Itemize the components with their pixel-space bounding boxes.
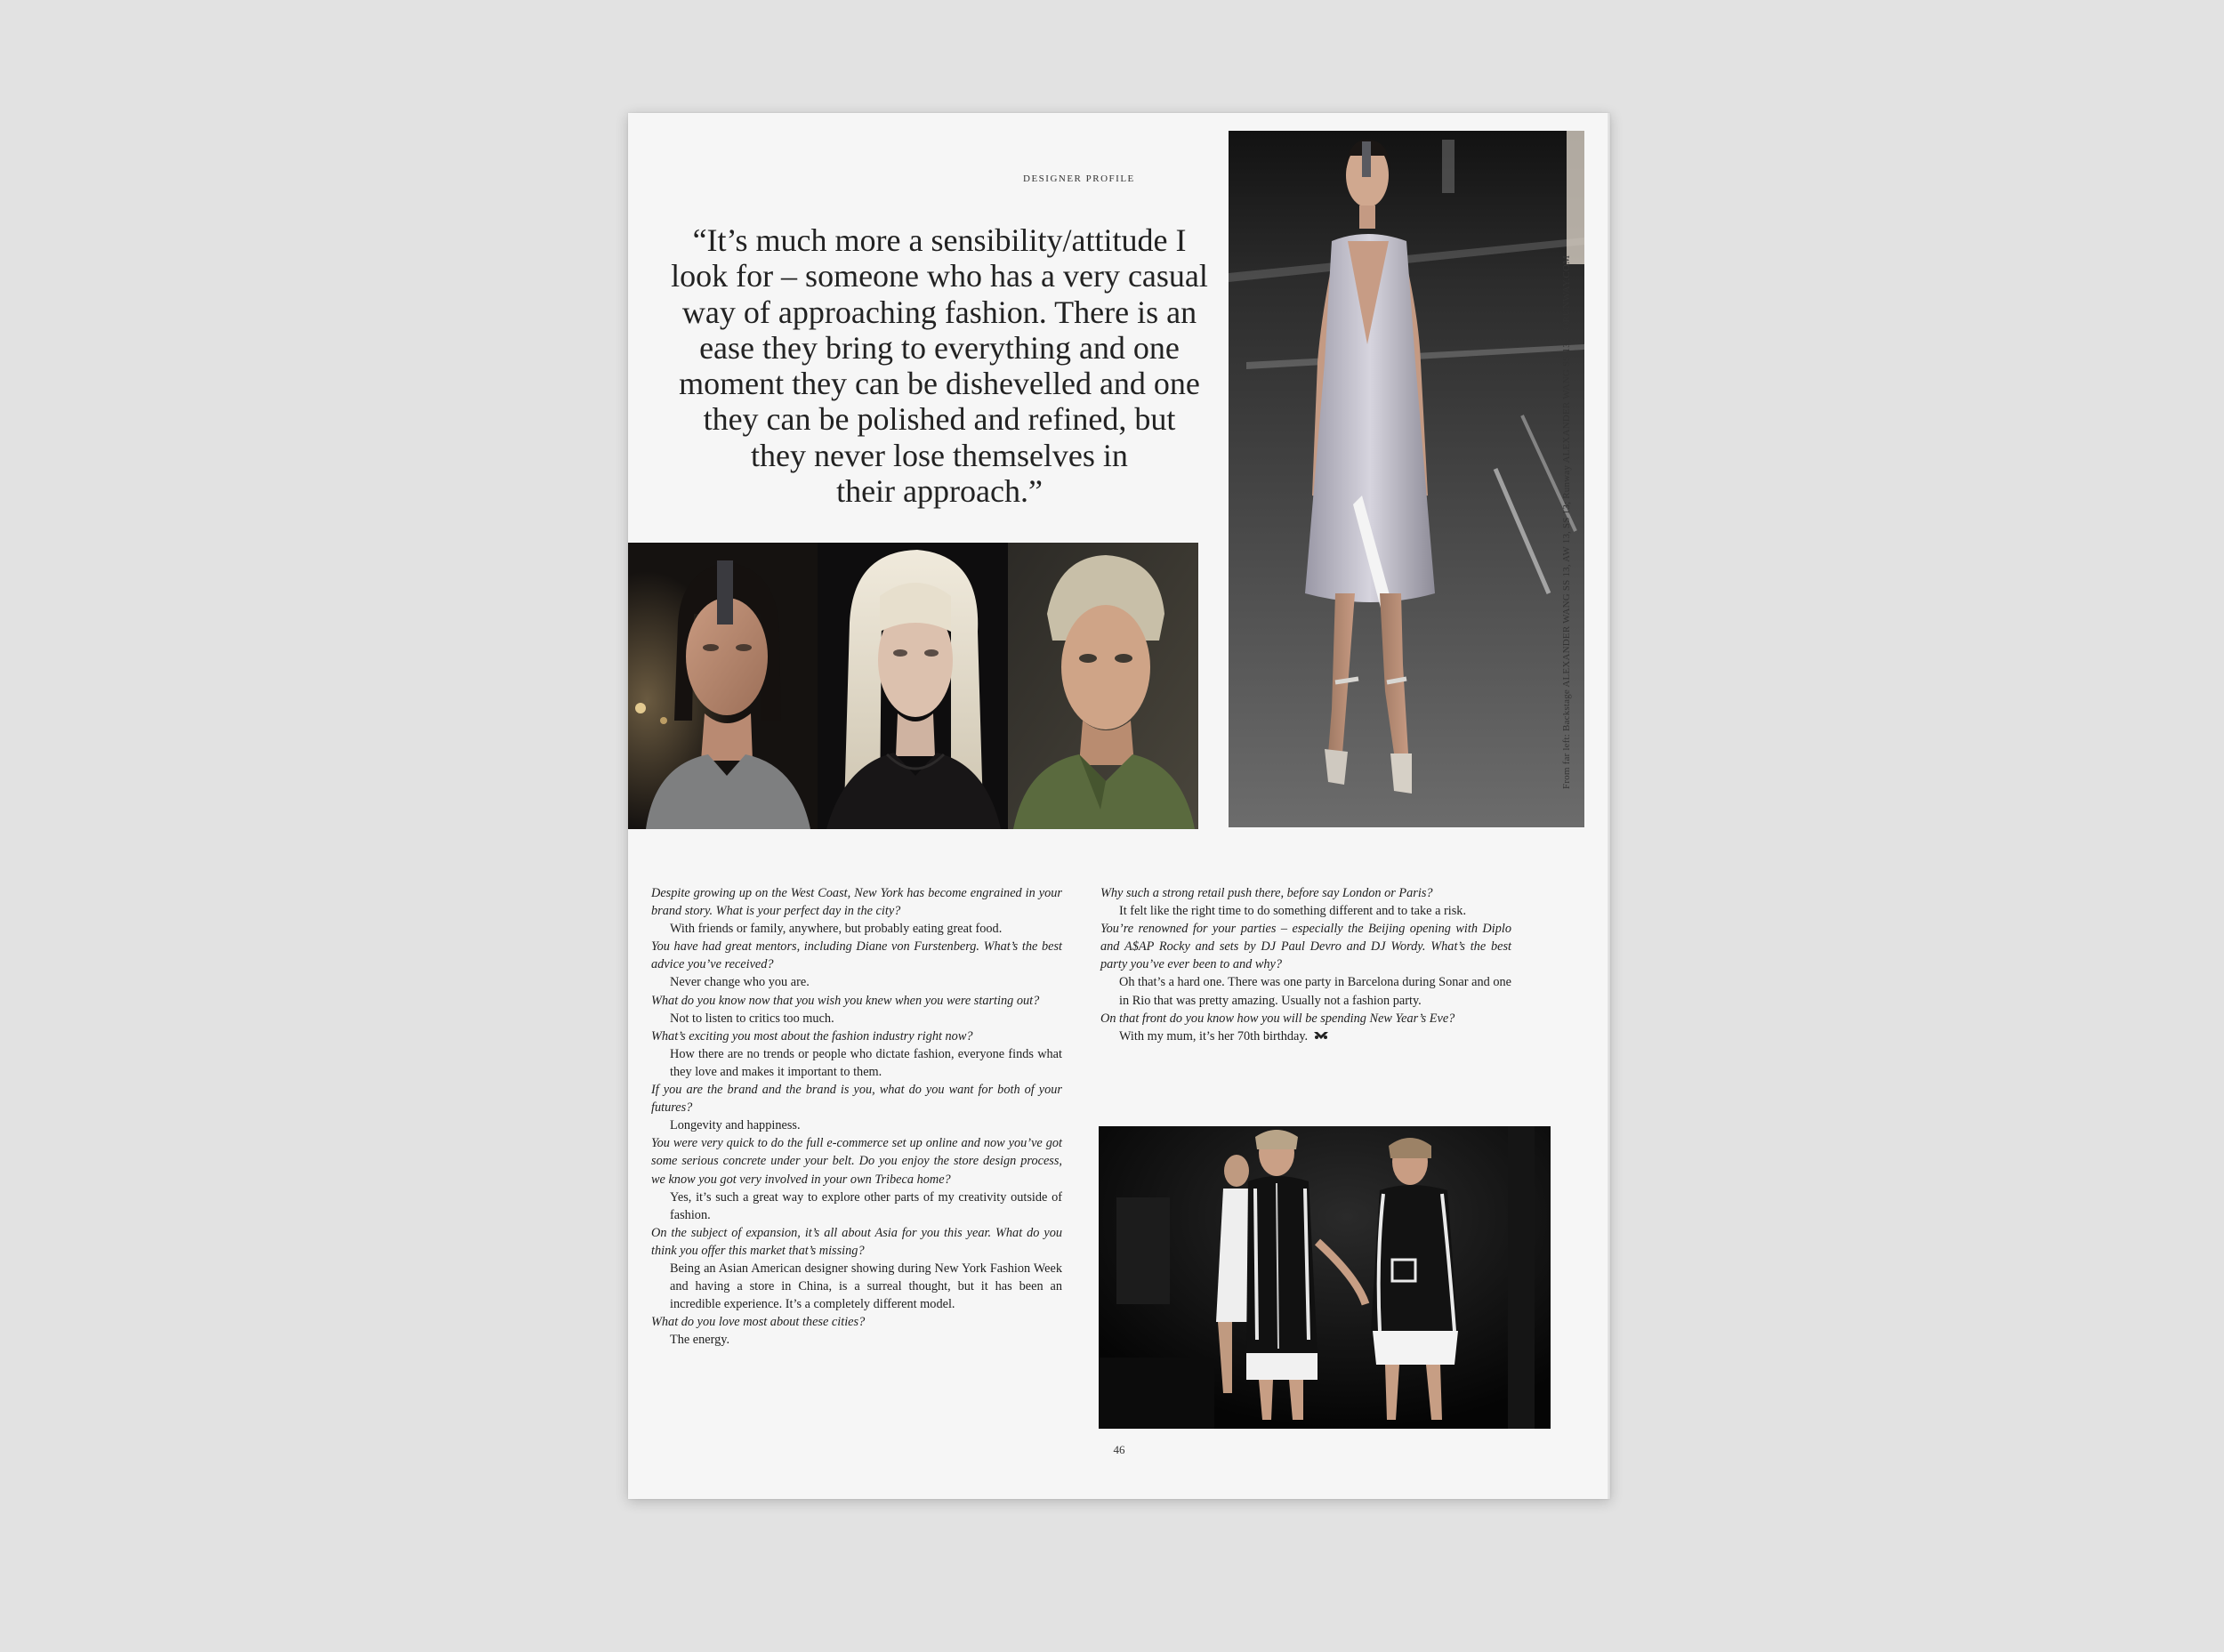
backstage-group-photo — [1099, 1126, 1551, 1429]
question: You were very quick to do the full e-commerce set up online and now you’ve got some serious concrete under your belt. Do you enjoy the store design process, we know you got very involved in your own Tribeca home? — [651, 1136, 1062, 1187]
question: You have had great mentors, including Diane von Furstenberg. What’s the best advice you’ve received? — [651, 939, 1062, 972]
interview-left-column — [651, 884, 1062, 1349]
question: On the subject of expansion, it’s all about Asia for you this year. What do you think you offer this market that’s missing? — [651, 1225, 1062, 1258]
question: What’s exciting you most about the fashion industry right now? — [651, 1028, 973, 1044]
backstage-photo-1 — [628, 543, 818, 829]
backstage-photo-2 — [818, 543, 1008, 829]
question: On that front do you know how you will be spending New Year’s Eve? — [1100, 1011, 1455, 1026]
page-number: 46 — [1113, 1443, 1125, 1456]
answer-final — [1100, 1027, 1511, 1045]
question: Why such a strong retail push there, before say London or Paris? — [1100, 886, 1433, 900]
answer: With friends or family, anywhere, but probably eating great food. — [670, 922, 1003, 937]
answer: How there are no trends or people who dictate fashion, everyone finds what they love and makes it important to them. — [670, 1046, 1062, 1079]
answer: Never change who you are. — [670, 975, 810, 990]
question: What do you love most about these cities? — [651, 1315, 866, 1330]
answer: Not to listen to critics too much. — [670, 1011, 834, 1026]
page-edge — [1608, 113, 1610, 1499]
backstage-photo-3 — [1008, 543, 1198, 829]
question: Despite growing up on the West Coast, New York has become engrained in your brand story. What is your perfect day in the city? — [651, 886, 1062, 919]
answer: Being an Asian American designer showing during New York Fashion Week and having a store in China, is a surreal thought, but it has been an incredible experience. It’s a completely different model. — [670, 1261, 1062, 1312]
answer: It felt like the right time to do something different and to take a risk. — [1119, 904, 1467, 919]
answer: Longevity and happiness. — [670, 1118, 801, 1133]
magazine-page — [628, 113, 1610, 1499]
answer: Oh that’s a hard one. There was one party in Barcelona during Sonar and one in Rio that was pretty amazing. Usually not a fashion party. — [1119, 975, 1511, 1008]
photo-credit-caption: From far left: Backstage ALEXANDER WANG SS 13, AW 13, SS 13; Runway ALEXANDER WANG SS 13; GORUNWAY.COM — [1561, 254, 1572, 789]
answer: The energy. — [670, 1333, 730, 1348]
answer: Yes, it’s such a great way to explore other parts of my creativity outside of fashion. — [670, 1189, 1062, 1222]
runway-photo — [1229, 131, 1584, 827]
question: You’re renowned for your parties – especially the Beijing opening with Diplo and A$AP Rocky and sets by DJ Paul Devro and DJ Wordy. What’s the best party you’ve ever been to and why? — [1100, 922, 1511, 972]
section-label: DESIGNER PROFILE — [1023, 173, 1135, 184]
question: What do you know now that you wish you knew when you were starting out? — [651, 993, 1040, 1008]
pull-quote: “It’s much more a sensibility/attitude I look for – someone who has a very casual way of approaching fashion. There is an ease they bring to everything and one moment they can be dishevelled and one they can be polished and refined, but they never lose themselves in their approach.” — [671, 222, 1208, 510]
interview-right-column — [1100, 884, 1511, 1045]
end-mark-icon — [1313, 1030, 1329, 1041]
answer-text: With my mum, it’s her 70th birthday. — [1119, 1028, 1309, 1044]
question: If you are the brand and the brand is you, what do you want for both of your futures? — [651, 1083, 1062, 1116]
